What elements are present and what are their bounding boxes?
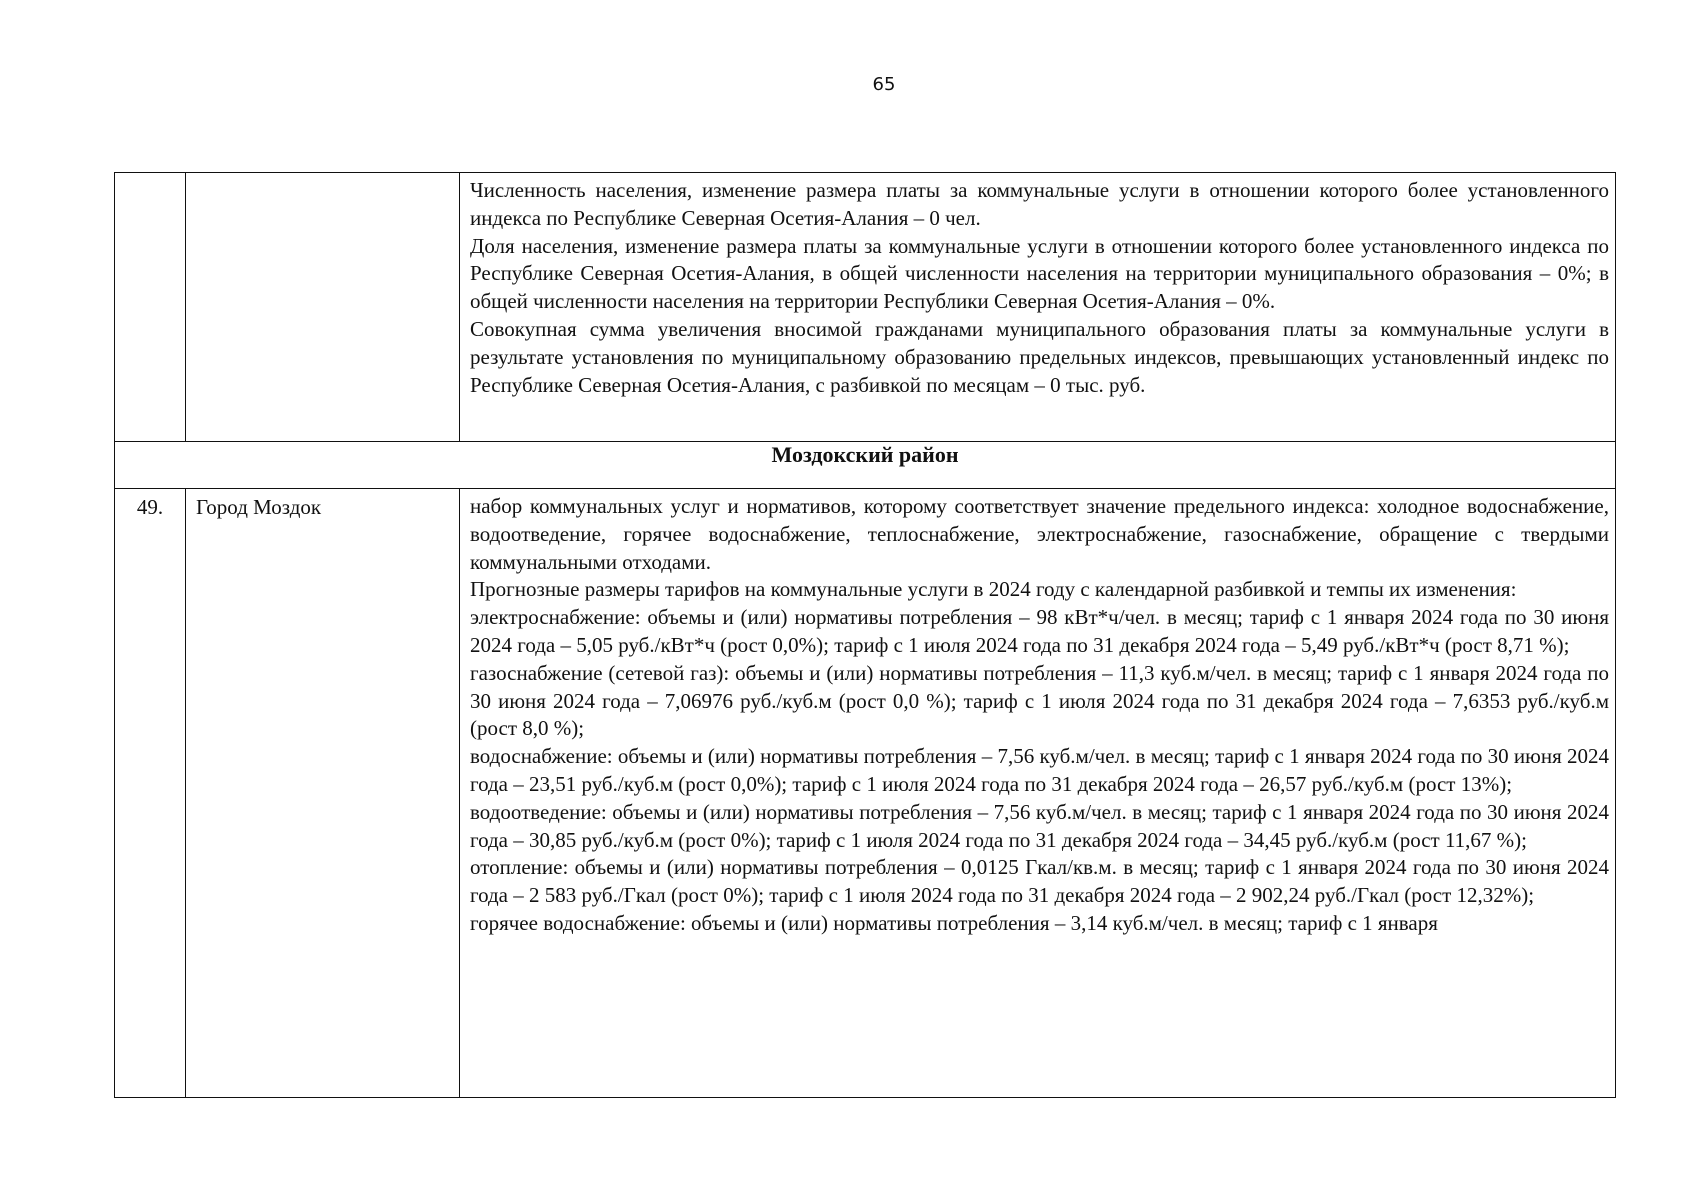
section-title: Моздокский район — [115, 442, 1616, 489]
table-row — [115, 173, 1616, 442]
description-cell — [460, 173, 1616, 442]
table-row — [115, 489, 1616, 1098]
paragraph: набор коммунальных услуг и нормативов, которому соответствует значение предельного индекса: холодное водоснабжение, водоотведение, горячее водоснабжение, теплоснабжение, электроснабжение, газоснабжение, обращение с твердыми коммунальными отходами. — [470, 494, 1609, 574]
paragraph: Численность населения, изменение размера платы за коммунальные услуги в отношении которого более установленного индекса по Республике Северная Осетия-Алания – 0 чел. — [470, 178, 1609, 230]
paragraph: электроснабжение: объемы и (или) нормативы потребления – 98 кВт*ч/чел. в месяц; тариф с 1 января 2024 года по 30 июня 2024 года – 5,05 руб./кВт*ч (рост 0,0%); тариф с 1 июля 2024 года по 31 декабря 2024 года – 5,49 руб./кВт*ч (рост 8,71 %); — [470, 605, 1609, 657]
paragraph: водоснабжение: объемы и (или) нормативы потребления – 7,56 куб.м/чел. в месяц; тариф с 1 января 2024 года по 30 июня 2024 года – 23,51 руб./куб.м (рост 0,0%); тариф с 1 июля 2024 года по 31 декабря 2024 года – 26,57 руб./куб.м (рост 13%); — [470, 744, 1609, 796]
row-number-cell — [115, 173, 186, 442]
paragraph: водоотведение: объемы и (или) нормативы потребления – 7,56 куб.м/чел. в месяц; тариф с 1 января 2024 года по 30 июня 2024 года – 30,85 руб./куб.м (рост 0%); тариф с 1 июля 2024 года по 31 декабря 2024 года – 34,45 руб./куб.м (рост 11,67 %); — [470, 799, 1609, 852]
municipality-cell — [186, 173, 460, 442]
paragraph: Прогнозные размеры тарифов на коммунальные услуги в 2024 году с календарной разбивкой и темпы их изменения: — [470, 577, 1517, 602]
paragraph: отопление: объемы и (или) нормативы потребления – 0,0125 Гкал/кв.м. в месяц; тариф с 1 января 2024 года по 30 июня 2024 года – 2 583 руб./Гкал (рост 0%); тариф с 1 июля 2024 года по 31 декабря 2024 года – 2 902,24 руб./Гкал (рост 12,32%); — [470, 855, 1609, 908]
paragraph: Совокупная сумма увеличения вносимой гражданами муниципального образования платы за коммунальные услуги в результате установления по муниципальному образованию предельных индексов, превышающих установленный индекс по Республике Северная Осетия-Алания, с разбивкой по месяцам – 0 тыс. руб. — [470, 316, 1609, 397]
section-header-row — [115, 442, 1616, 489]
tariff-table — [114, 172, 1616, 1098]
paragraph: газоснабжение (сетевой газ): объемы и (или) нормативы потребления – 11,3 куб.м/чел. в месяц; тариф с 1 января 2024 года по 30 июня 2024 года – 7,06976 руб./куб.м (рост 0,0 %); тариф с 1 июля 2024 года по 31 декабря 2024 года – 7,6353 руб./куб.м (рост 8,0 %); — [470, 660, 1609, 741]
row-number-cell: 49. — [115, 489, 186, 1098]
paragraph: Доля населения, изменение размера платы за коммунальные услуги в отношении которого более установленного индекса по Республике Северная Осетия-Алания, в общей численности населения на территории муниципального образования – 0%; в общей численности населения на территории Республики Северная Осетия-Алания – 0%. — [470, 233, 1609, 314]
description-cell — [460, 489, 1616, 1098]
municipality-cell: Город Моздок — [186, 489, 460, 1098]
paragraph: горячее водоснабжение: объемы и (или) нормативы потребления – 3,14 куб.м/чел. в месяц; тариф с 1 января — [470, 910, 1438, 935]
page-number: 65 — [872, 74, 896, 95]
